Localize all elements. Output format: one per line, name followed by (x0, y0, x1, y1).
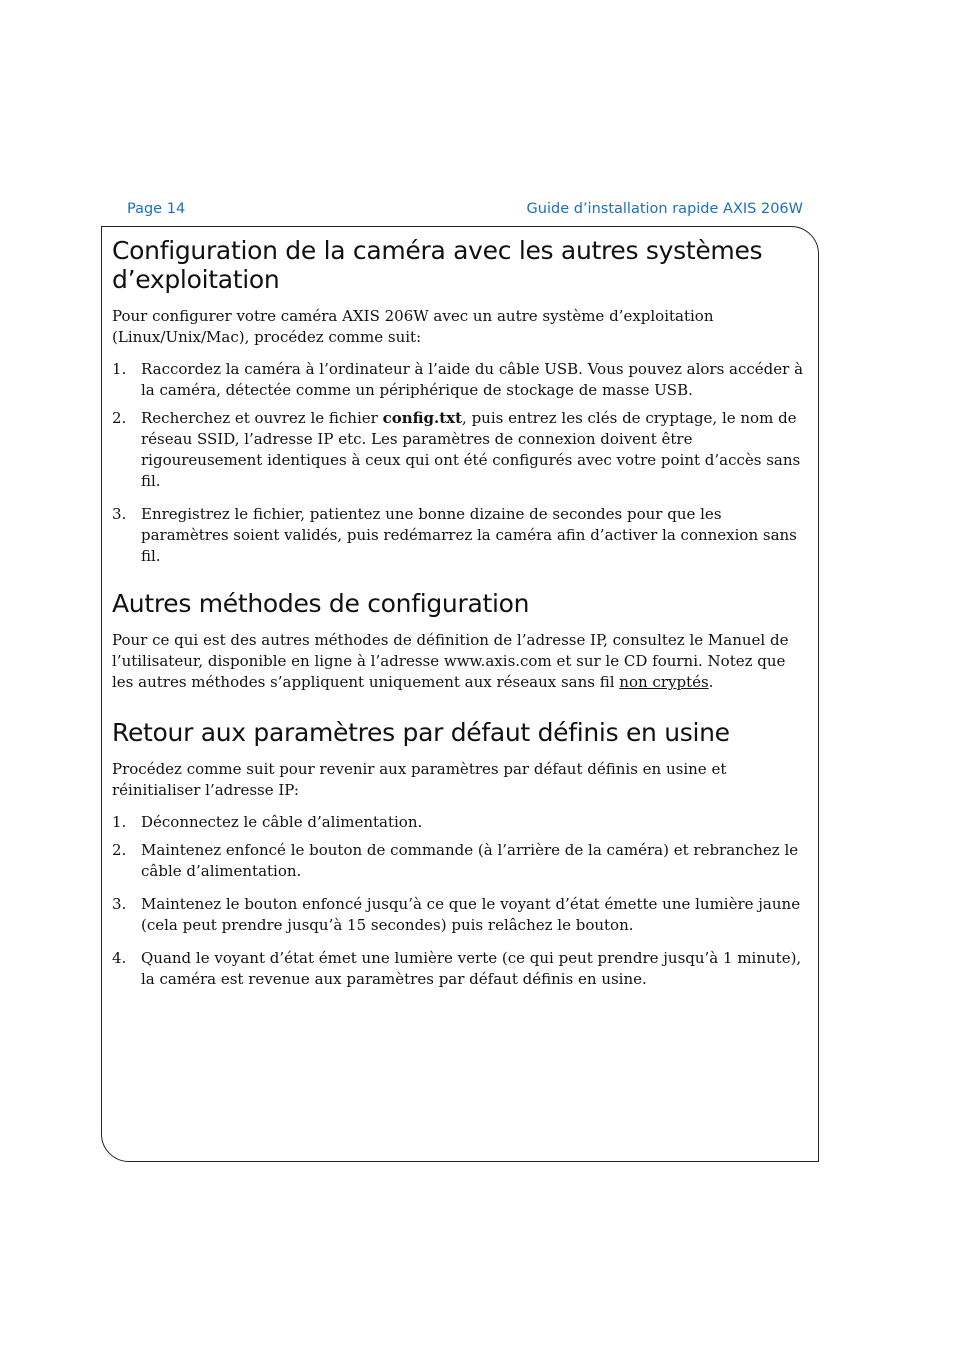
underlined-text: non cryptés (619, 673, 709, 691)
list-item (112, 359, 808, 401)
list-number: 3. (112, 895, 127, 913)
section-title-config-other-os: Configuration de la caméra avec les autres systèmes d’exploitation (112, 236, 763, 294)
list-item (112, 894, 808, 936)
reset-steps-list (112, 812, 808, 990)
list-item (112, 840, 808, 882)
list-text: Raccordez la caméra à l’ordinateur à l’aide du câble USB. Vous pouvez alors accéder à la caméra, détectée comme un périphérique de stockage de masse USB. (141, 360, 804, 399)
list-text: Maintenez le bouton enfoncé jusqu’à ce que le voyant d’état émette une lumière jaune (cela peut prendre jusqu’à 15 secondes) puis relâchez le bouton. (141, 895, 801, 934)
section-title-factory-reset: Retour aux paramètres par défaut définis en usine (112, 718, 730, 747)
page-number: Page 14 (127, 201, 186, 217)
section-intro: Pour configurer votre caméra AXIS 206W avec un autre système d’exploitation (Linux/Unix/Mac), procédez comme suit: (112, 307, 714, 346)
list-item (112, 408, 808, 492)
list-number: 4. (112, 949, 127, 967)
list-number: 3. (112, 505, 127, 523)
paragraph-text: Pour ce qui est des autres méthodes de définition de l’adresse IP, consultez le Manuel de l’utilisateur, disponible en ligne à l’adresse www.axis.com et sur le CD fourni. Notez que les autres méthodes s’appliquent uniquement aux réseaux sans fil (112, 631, 789, 691)
list-number: 2. (112, 409, 127, 427)
list-text-pre: Recherchez et ouvrez le fichier (141, 409, 383, 427)
section-intro: Procédez comme suit pour revenir aux paramètres par défaut définis en usine et réinitialiser l’adresse IP: (112, 760, 727, 799)
section-paragraph (112, 630, 808, 693)
config-steps-list (112, 359, 808, 567)
list-text-post: , puis entrez les clés de cryptage, le nom de réseau SSID, l’adresse IP etc. Les paramètres de connexion doivent être rigoureusement identiques à ceux qui ont été configurés avec votre point d’accès sans fil. (141, 409, 801, 490)
paragraph-end: . (708, 673, 714, 691)
page-content (112, 236, 808, 990)
list-text: Quand le voyant d’état émet une lumière verte (ce qui peut prendre jusqu’à 1 minute), la caméra est revenue aux paramètres par défaut définis en usine. (141, 949, 802, 988)
list-number: 1. (112, 813, 127, 831)
filename-config-txt: config.txt (382, 409, 463, 427)
list-item (112, 504, 808, 567)
list-item (112, 812, 808, 833)
list-number: 1. (112, 360, 127, 378)
list-number: 2. (112, 841, 127, 859)
guide-title: Guide d’installation rapide AXIS 206W (526, 201, 803, 217)
list-item (112, 948, 808, 990)
section-title-other-methods: Autres méthodes de configuration (112, 589, 530, 618)
list-text: Maintenez enfoncé le bouton de commande (à l’arrière de la caméra) et rebranchez le câble d’alimentation. (141, 841, 799, 880)
list-text: Déconnectez le câble d’alimentation. (141, 813, 423, 831)
list-text: Enregistrez le fichier, patientez une bonne dizaine de secondes pour que les paramètres soient validés, puis redémarrez la caméra afin d’activer la connexion sans fil. (141, 505, 797, 565)
